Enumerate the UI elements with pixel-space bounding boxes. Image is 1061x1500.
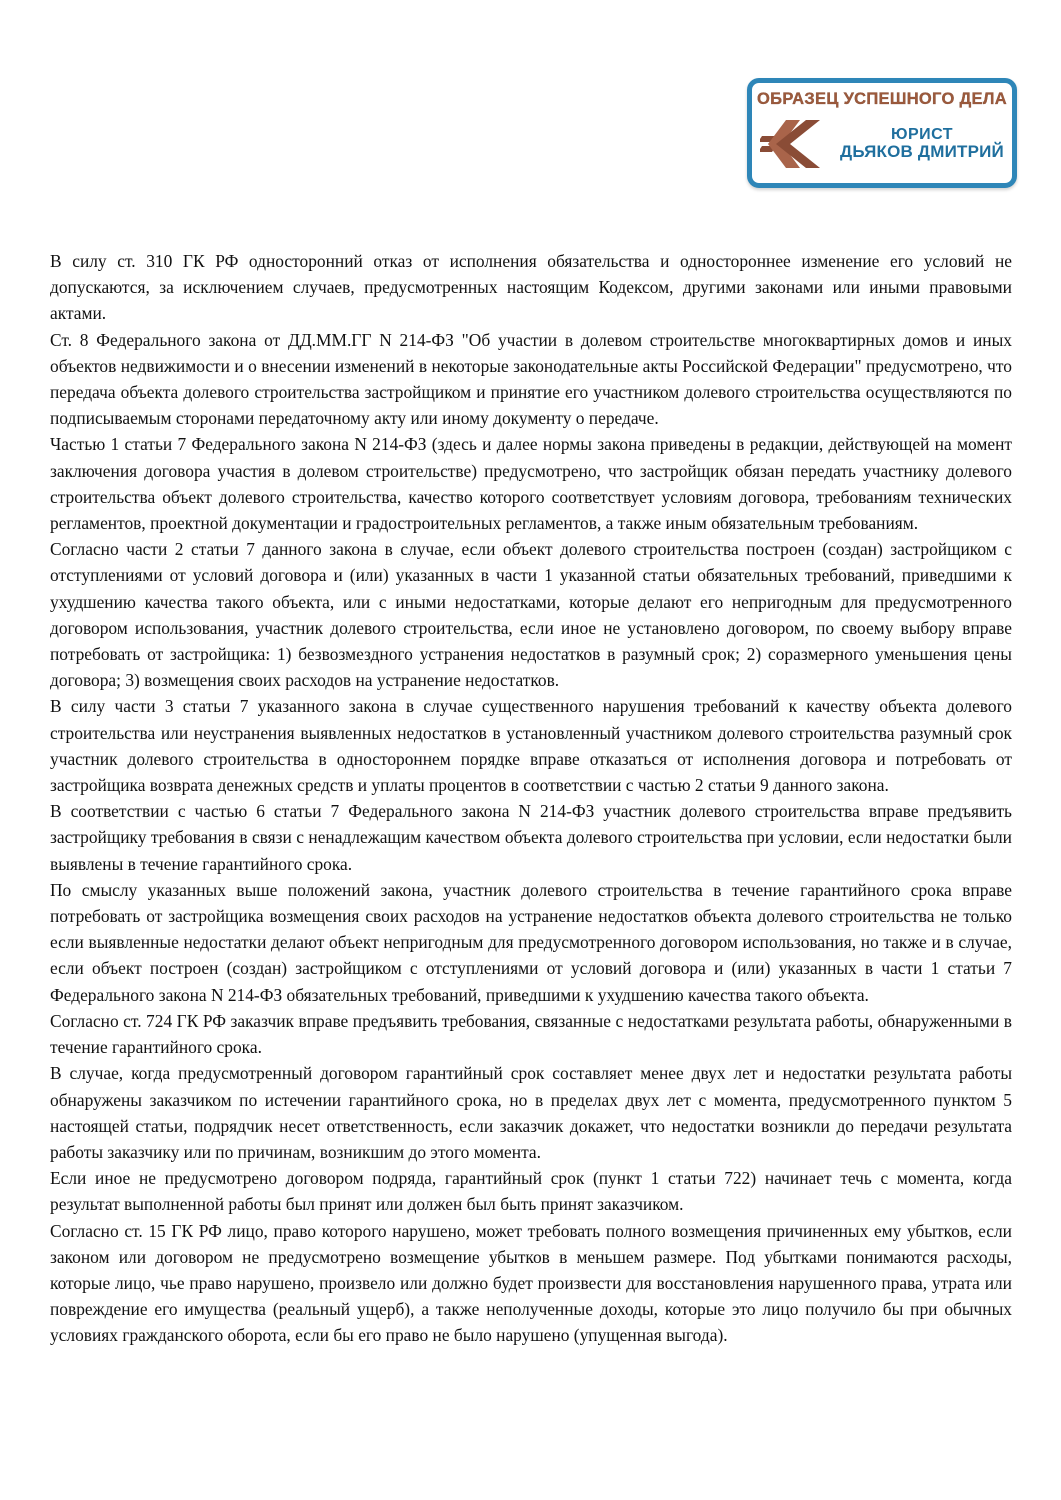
stamp-name-line-1: ЮРИСТ — [890, 125, 954, 143]
stamp-name-line-2: ДЬЯКОВ ДМИТРИЙ — [840, 142, 1004, 162]
stamp-lawyer-name — [840, 127, 1004, 162]
paragraph: В силу части 3 статьи 7 указанного закона в случае существенного нарушения требований к качеству объекта долевого строительства или неустранения выявленных недостатков в установленный участником долевого строительства разумный срок участник долевого строительства в одностороннем порядке вправе отказаться от исполнения договора и потребовать от застройщика возврата денежных средств и уплаты процентов в соответствии с частью 2 статьи 9 данного закона. — [50, 696, 1012, 796]
paragraph: Если иное не предусмотрено договором подряда, гарантийный срок (пункт 1 статьи 722) начинает течь с момента, когда результат выполненной работы был принят или должен был быть принят заказчиком. — [50, 1168, 1012, 1215]
paragraph: Ст. 8 Федерального закона от ДД.ММ.ГГ N 214-ФЗ "Об участии в долевом строительстве многоквартирных домов и иных объектов недвижимости и о внесении изменений в некоторые законодательные акты Российской Федерации" предусмотрено, что передача объекта долевого строительства застройщиком и принятие его участником долевого строительства осуществляются по подписываемым сторонами передаточному акту или иному документу о передаче. — [50, 329, 1012, 429]
paragraph: Согласно ст. 724 ГК РФ заказчик вправе предъявить требования, связанные с недостатками результата работы, обнаруженными в течение гарантийного срока. — [50, 1010, 1012, 1058]
stamp-frame — [747, 78, 1017, 188]
paragraph: В силу ст. 310 ГК РФ односторонний отказ от исполнения обязательства и одностороннее изменение его условий не допускаются, за исключением случаев, предусмотренных настоящим Кодексом, другими законами или иными правовыми актами. — [50, 251, 1012, 324]
paragraph: В случае, когда предусмотренный договором гарантийный срок составляет менее двух лет и недостатки результата работы обнаружены заказчиком по истечении гарантийного срока, но в пределах двух лет с момента, предусмотренного пунктом 5 настоящей статьи, подрядчик несет ответственность, если заказчик докажет, что недостатки возникли до передачи результата работы заказчику или по причинам, возникшим до этого момента. — [50, 1063, 1012, 1162]
stamp-body — [752, 115, 1012, 173]
paragraph: В соответствии с частью 6 статьи 7 Федерального закона N 214-ФЗ участник долевого строительства вправе предъявить застройщику требования в связи с ненадлежащим качеством объекта долевого строительства при условии, если недостатки были выявлены в течение гарантийного срока. — [50, 801, 1012, 874]
success-case-stamp — [747, 78, 1017, 188]
paragraph: По смыслу указанных выше положений закона, участник долевого строительства в течение гарантийного срока вправе потребовать от застройщика возмещения своих расходов на устранение недостатков объекта долевого строительства не только если выявленные недостатки делают объект непригодным для предусмотренного договором использования, но также и в случае, если объект построен (создан) застройщиком с отступлениями от условий договора и (или) указанных в части 1 статьи 7 Федерального закона N 214-ФЗ обязательных требований, приведшими к ухудшению качества такого объекта. — [50, 879, 1012, 1005]
paragraph: Согласно ст. 15 ГК РФ лицо, право которого нарушено, может требовать полного возмещения причиненных ему убытков, если законом или договором не предусмотрено возмещение убытков в меньшем размере. Под убытками понимаются расходы, которые лицо, чье право нарушено, произвело или должно будет произвести для восстановления нарушенного права, утрата или повреждение его имущества (реальный ущерб), а также неполученные доходы, которые это лицо получило бы при обычных условиях гражданского оборота, если бы его право не было нарушено (упущенная выгода). — [50, 1220, 1012, 1346]
paragraph: Согласно части 2 статьи 7 данного закона в случае, если объект долевого строительства построен (создан) застройщиком с отступлениями от условий договора и (или) указанных в части 1 указанной статьи обязательных требований, приведшими к ухудшению качества такого объекта, или с иными недостатками, которые делают его непригодным для предусмотренного договором использования, участник долевого строительства, если иное не установлено договором, по своему выбору вправе потребовать от застройщика: 1) безвозмездного устранения недостатков в разумный срок; 2) соразмерного уменьшения цены договора; 3) возмещения своих расходов на устранение недостатков. — [50, 539, 1012, 691]
paragraph: Частью 1 статьи 7 Федерального закона N 214-ФЗ (здесь и далее нормы закона приведены в редакции, действующей на момент заключения договора участия в долевом строительстве) предусмотрено, что застройщик обязан передать участнику долевого строительства объект долевого строительства, качество которого соответствует условиям договора, требованиям технических регламентов, проектной документации и градостроительных регламентов, а также иным обязательным требованиям. — [50, 434, 1012, 534]
stylized-k-monogram-icon — [760, 115, 832, 173]
stamp-title: ОБРАЗЕЦ УСПЕШНОГО ДЕЛА — [757, 90, 1007, 108]
document-text-body — [50, 248, 1012, 1349]
